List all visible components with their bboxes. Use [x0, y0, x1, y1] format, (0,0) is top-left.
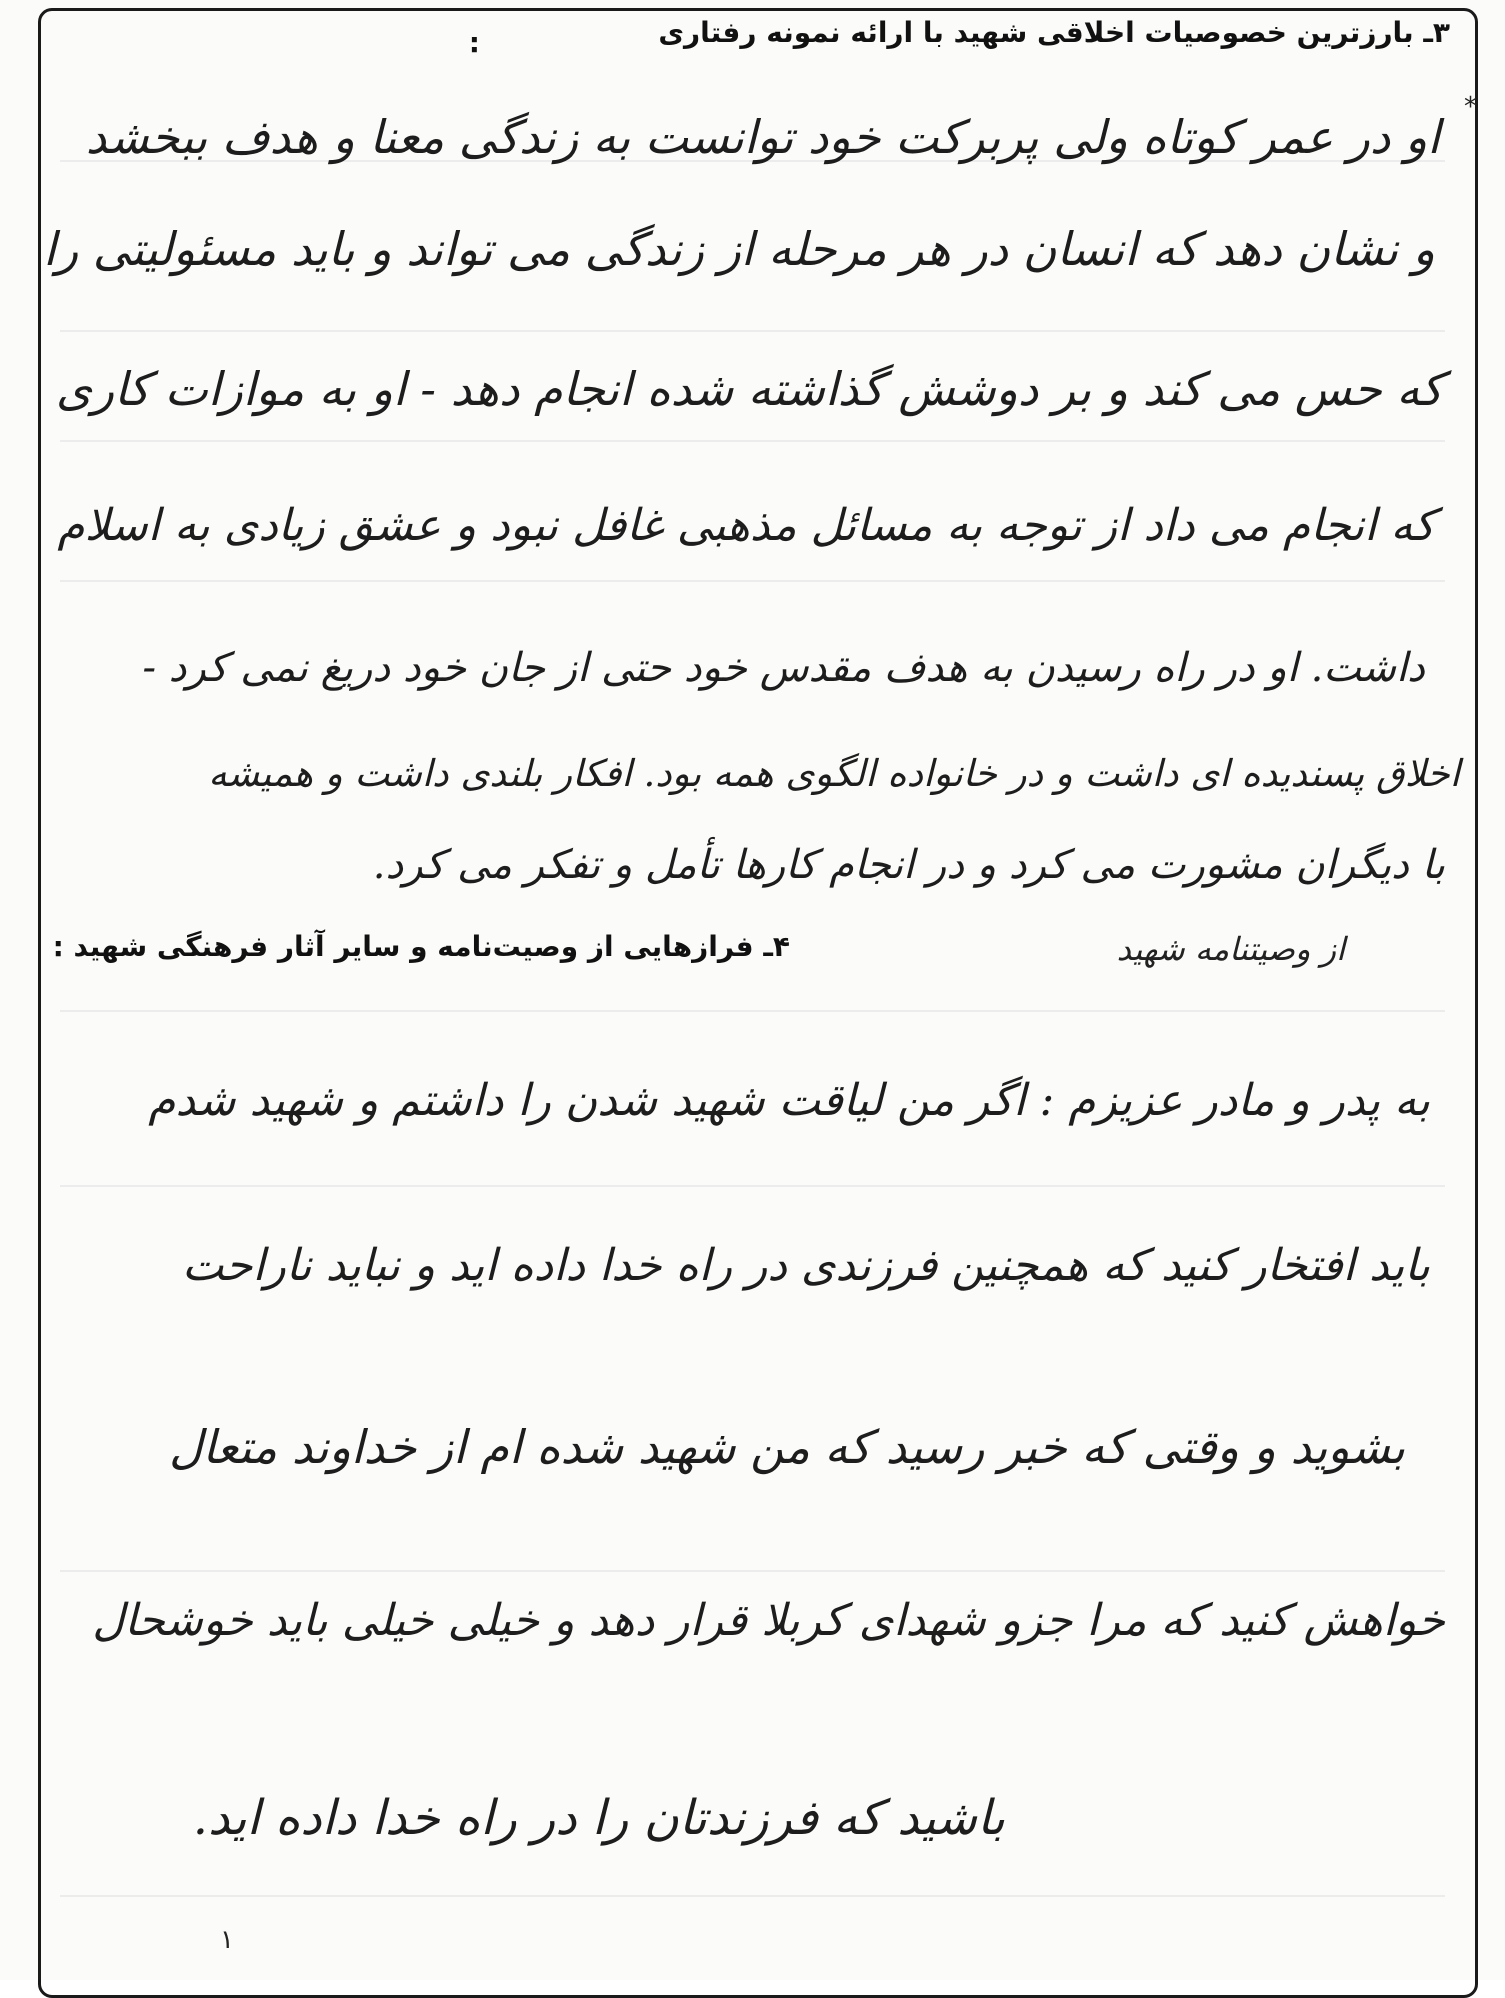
page-number: ۱: [220, 1925, 234, 1955]
page-border: [38, 8, 1478, 1998]
bullet-mark: *: [1464, 92, 1477, 122]
handwritten-line: و نشان دهد که انسان در هر مرحله از زندگی می تواند و باید مسئولیتی را: [43, 222, 1435, 276]
section-3-heading-colon: :: [468, 26, 480, 59]
handwritten-line: باشید که فرزندتان را در راه خدا داده اید.: [192, 1790, 1005, 1846]
handwritten-label: از وصیتنامه شهید: [1116, 930, 1345, 968]
handwritten-line: خواهش کنید که مرا جزو شهدای کربلا قرار دهد و خیلی خیلی باید خوشحال: [92, 1595, 1445, 1646]
section-4-heading: ۴ـ فرازهایی از وصیت‌نامه و سایر آثار فرهنگی شهید :: [52, 930, 790, 963]
handwritten-line: او در عمر کوتاه ولی پربرکت خود توانست به زندگی معنا و هدف ببخشد: [85, 110, 1440, 164]
handwritten-line: اخلاق پسندیده ای داشت و در خانواده الگوی همه بود. افکار بلندی داشت و همیشه: [208, 752, 1460, 795]
section-3-heading: ۳ـ بارزترین خصوصیات اخلاقی شهید با ارائه نمونه رفتاری: [658, 16, 1450, 49]
handwritten-line: با دیگران مشورت می کرد و در انجام کارها تأمل و تفکر می کرد.: [372, 842, 1445, 888]
handwritten-line: داشت. او در راه رسیدن به هدف مقدس خود حتی از جان خود دریغ نمی کرد -: [142, 645, 1425, 691]
handwritten-line: که انجام می داد از توجه به مسائل مذهبی غافل نبود و عشق زیادی به اسلام: [57, 500, 1435, 551]
handwritten-line: بشوید و وقتی که خبر رسید که من شهید شده ام از خداوند متعال: [168, 1420, 1405, 1474]
handwritten-line: به پدر و مادر عزیزم : اگر من لیاقت شهید شدن را داشتم و شهید شدم: [148, 1075, 1430, 1126]
handwritten-line: که حس می کند و بر دوشش گذاشته شده انجام دهد - او به موازات کاری: [55, 362, 1443, 416]
handwritten-line: باید افتخار کنید که همچنین فرزندی در راه خدا داده اید و نباید ناراحت: [182, 1240, 1430, 1291]
